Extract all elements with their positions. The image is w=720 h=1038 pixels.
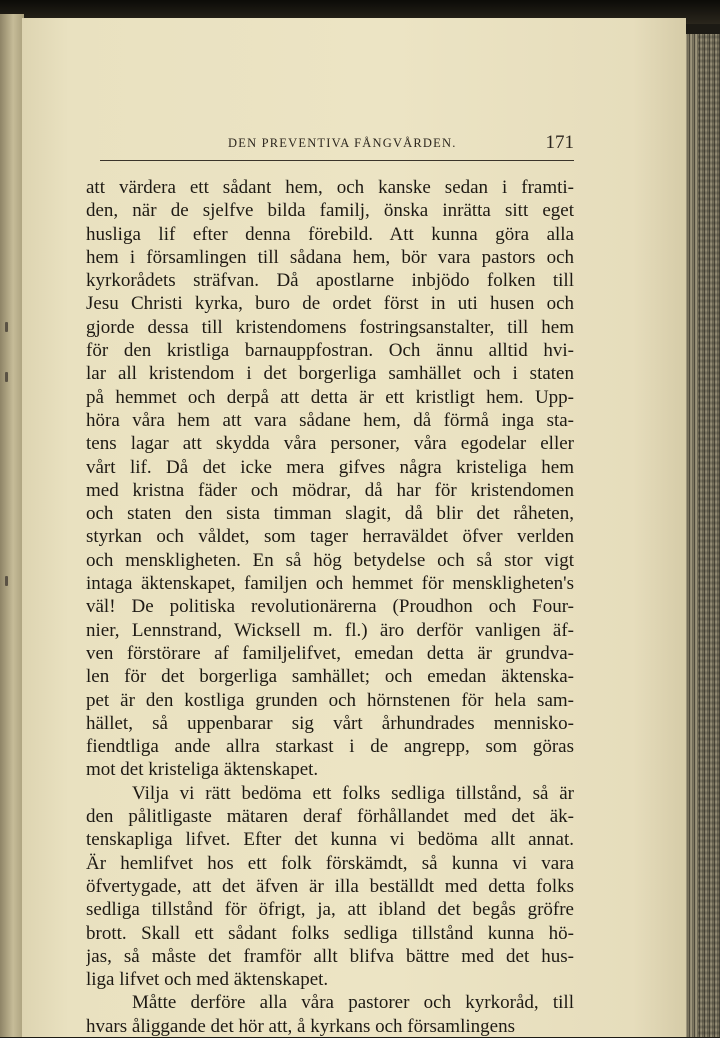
margin-mark — [5, 322, 8, 332]
text-line: gjorde dessa till kristendomens fostringsanstalter, till hem — [86, 316, 574, 338]
text-line: styrkan och våldet, som tager herraväldet öfver verlden — [86, 526, 574, 548]
text-line: Måtte derföre alla våra pastorer och kyrkoråd, till — [132, 992, 574, 1014]
text-line: hället, så uppenbarar sig vårt århundrades mennisko- — [86, 712, 574, 734]
text-line: len för det borgerliga samhället; och emedan äktenska- — [86, 666, 574, 688]
text-line: vårt lif. Då det icke mera gifves några kristeliga hem — [86, 456, 574, 478]
text-line: öfvertygade, att det äfven är illa beställdt med detta folks — [86, 875, 574, 897]
text-line: tenskapliga lifvet. Efter det kunna vi bedöma allt annat. — [86, 829, 574, 851]
text-line: jas, så måste det framför allt blifva bättre med det hus- — [86, 945, 574, 967]
text-line: liga lifvet och med äktenskapet. — [86, 969, 329, 991]
book-page-edges — [684, 34, 720, 1037]
margin-mark — [5, 372, 8, 382]
text-line: brott. Skall ett sådant folks sedliga tillstånd kunna hö- — [86, 922, 574, 944]
text-line: den pålitligaste mätaren deraf förhållandet med det äk- — [86, 806, 574, 828]
text-line: fiendtliga ande allra starkast i de angrepp, som göras — [86, 736, 574, 758]
margin-mark — [5, 576, 8, 586]
text-line: pet är den kostliga grunden och hörnstenen för hela sam- — [86, 689, 574, 711]
text-line: husliga lif efter denna förebild. Att kunna göra alla — [86, 223, 574, 245]
text-line: tens lagar att skydda våra personer, våra egodelar eller — [86, 433, 574, 455]
text-line: att värdera ett sådant hem, och kanske sedan i framti- — [86, 177, 574, 198]
running-title: DEN PREVENTIVA FÅNGVÅRDEN. — [228, 136, 457, 150]
text-line: ven förstörare af familjelifvet, emedan detta är grundva- — [86, 642, 574, 664]
text-line: höra våra hem att vara sådane hem, då förmå inga sta- — [86, 409, 574, 431]
text-line: Vilja vi rätt bedöma ett folks sedliga tillstånd, så är — [132, 782, 574, 804]
text-line: Jesu Christi kyrka, buro de ordet först in uti husen och — [86, 293, 574, 315]
text-line: och staten den sista timman slagit, då blir det råheten, — [86, 503, 574, 525]
paragraph — [86, 991, 574, 1038]
text-line: Är hemlifvet hos ett folk förskämdt, så kunna vi vara — [86, 852, 574, 874]
text-line: kyrkorådets sträfvan. Då apostlarne inbjödo folken till — [86, 270, 574, 292]
text-line: väl! De politiska revolutionärerna (Proudhon och Four- — [86, 596, 574, 618]
text-line: hvars åliggande det hör att, å kyrkans och församlingens — [86, 1015, 515, 1037]
text-line: för den kristliga barnauppfostran. Och ännu alltid hvi- — [86, 340, 574, 362]
header-rule — [100, 160, 574, 161]
text-line: sedliga tillstånd för öfrigt, ja, att ibland det begås gröfre — [86, 899, 574, 921]
text-line: intaga äktenskapet, familjen och hemmet för menskligheten's — [86, 573, 574, 595]
body-text — [86, 176, 574, 1038]
paragraph — [86, 782, 574, 992]
text-line: och menskligheten. En så hög betydelse och så stor vigt — [86, 549, 574, 571]
page-number: 171 — [545, 132, 574, 153]
text-line: med kristna fäder och mödrar, då har för kristendomen — [86, 479, 574, 501]
left-page-edge — [0, 14, 24, 1037]
paragraph — [86, 176, 574, 782]
text-line: lar all kristendom i det borgerliga samhället och i staten — [86, 363, 574, 385]
text-line: hem i församlingen till sådana hem, bör vara pastors och — [86, 246, 574, 268]
text-line: på hemmet och derpå att detta är ett kristligt hem. Upp- — [86, 386, 574, 408]
text-line: nier, Lennstrand, Wicksell m. fl.) äro derför vanligen äf- — [86, 619, 574, 641]
text-line: den, när de sjelfve bilda familj, önska inrätta sitt eget — [86, 200, 574, 222]
text-line: mot det kristeliga äktenskapet. — [86, 759, 319, 781]
page-header — [100, 128, 578, 158]
